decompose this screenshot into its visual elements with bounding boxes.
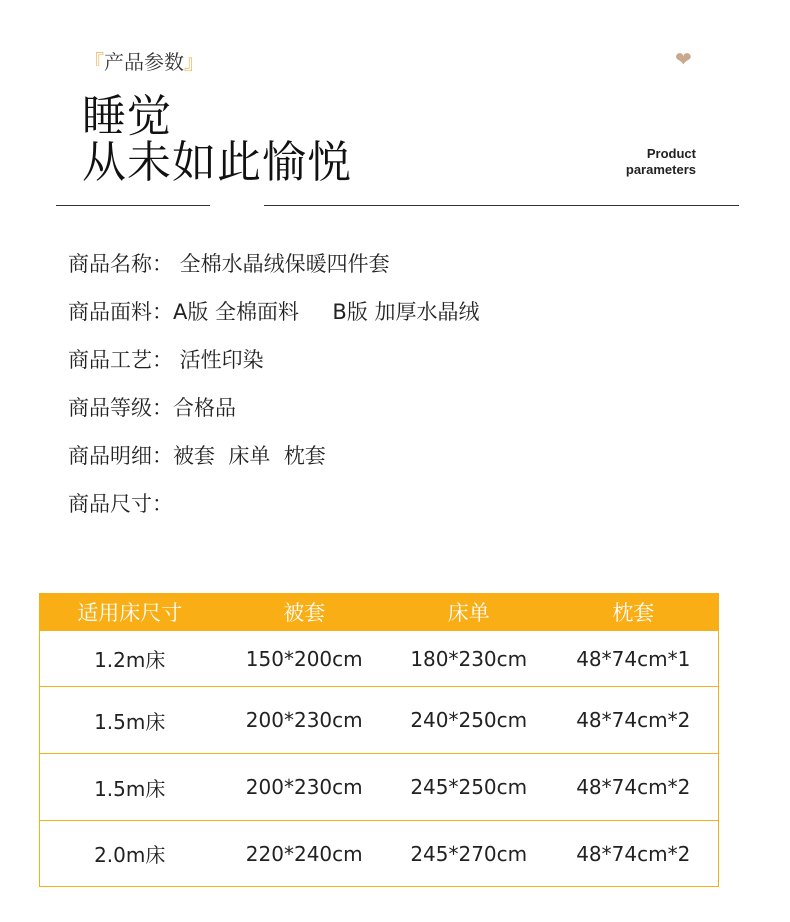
cell-bed-sheet: 180*230cm: [410, 646, 528, 671]
spec-grade: 商品等级：合格品: [68, 396, 236, 420]
cell-bed-size: 2.0m床: [94, 843, 166, 867]
spec-fabric: 商品面料：A版 全棉面料 B版 加厚水晶绒: [68, 300, 480, 324]
divider-right: [264, 205, 739, 206]
english-title-line2: parameters: [625, 162, 696, 177]
cell-bed-size: 1.5m床: [94, 709, 166, 734]
cell-duvet-cover: 220*240cm: [245, 841, 363, 866]
table-header: [40, 594, 718, 630]
bracket-close: 』: [184, 50, 204, 74]
table-row: [40, 820, 718, 886]
table-row: [40, 686, 718, 753]
header-duvet-cover: 被套: [283, 601, 326, 625]
cell-pillowcase: 48*74cm*2: [576, 775, 691, 799]
spec-craft: 商品工艺： 活性印染: [68, 348, 264, 372]
headline-line2: 从未如此愉悦: [82, 137, 352, 188]
spec-contents: 商品明细：被套 床单 枕套: [68, 444, 326, 468]
cell-pillowcase: 48*74cm*1: [576, 646, 691, 671]
cell-duvet-cover: 150*200cm: [245, 646, 363, 671]
cell-pillowcase: 48*74cm*2: [576, 708, 691, 732]
cell-bed-sheet: 240*250cm: [410, 708, 528, 732]
table-row: [40, 753, 718, 820]
bracket-open: 『: [84, 50, 104, 74]
english-title: [626, 146, 696, 178]
spec-size: 商品尺寸：: [68, 492, 173, 516]
header-pillowcase: 枕套: [612, 601, 655, 625]
cell-bed-sheet: 245*270cm: [410, 841, 528, 866]
cell-pillowcase: 48*74cm*2: [576, 841, 691, 866]
cell-bed-size: 1.2m床: [94, 648, 166, 672]
section-label: [84, 46, 204, 75]
divider-left: [56, 205, 210, 206]
header-bed-size: 适用床尺寸: [77, 601, 183, 625]
english-title-line1: Product: [646, 146, 696, 161]
section-label-text: 产品参数: [104, 50, 184, 74]
spec-list: [68, 244, 480, 532]
cell-bed-size: 1.5m床: [94, 776, 166, 801]
size-table: [39, 593, 719, 887]
heart-icon: ❤: [675, 47, 692, 71]
cell-duvet-cover: 200*230cm: [245, 708, 363, 732]
header-bed-sheet: 床单: [447, 601, 490, 625]
table-row: [40, 630, 718, 686]
cell-duvet-cover: 200*230cm: [245, 775, 363, 799]
spec-name: 商品名称： 全棉水晶绒保暖四件套: [68, 252, 390, 276]
cell-bed-sheet: 245*250cm: [410, 775, 528, 799]
headline-line1: 睡觉: [82, 91, 172, 142]
